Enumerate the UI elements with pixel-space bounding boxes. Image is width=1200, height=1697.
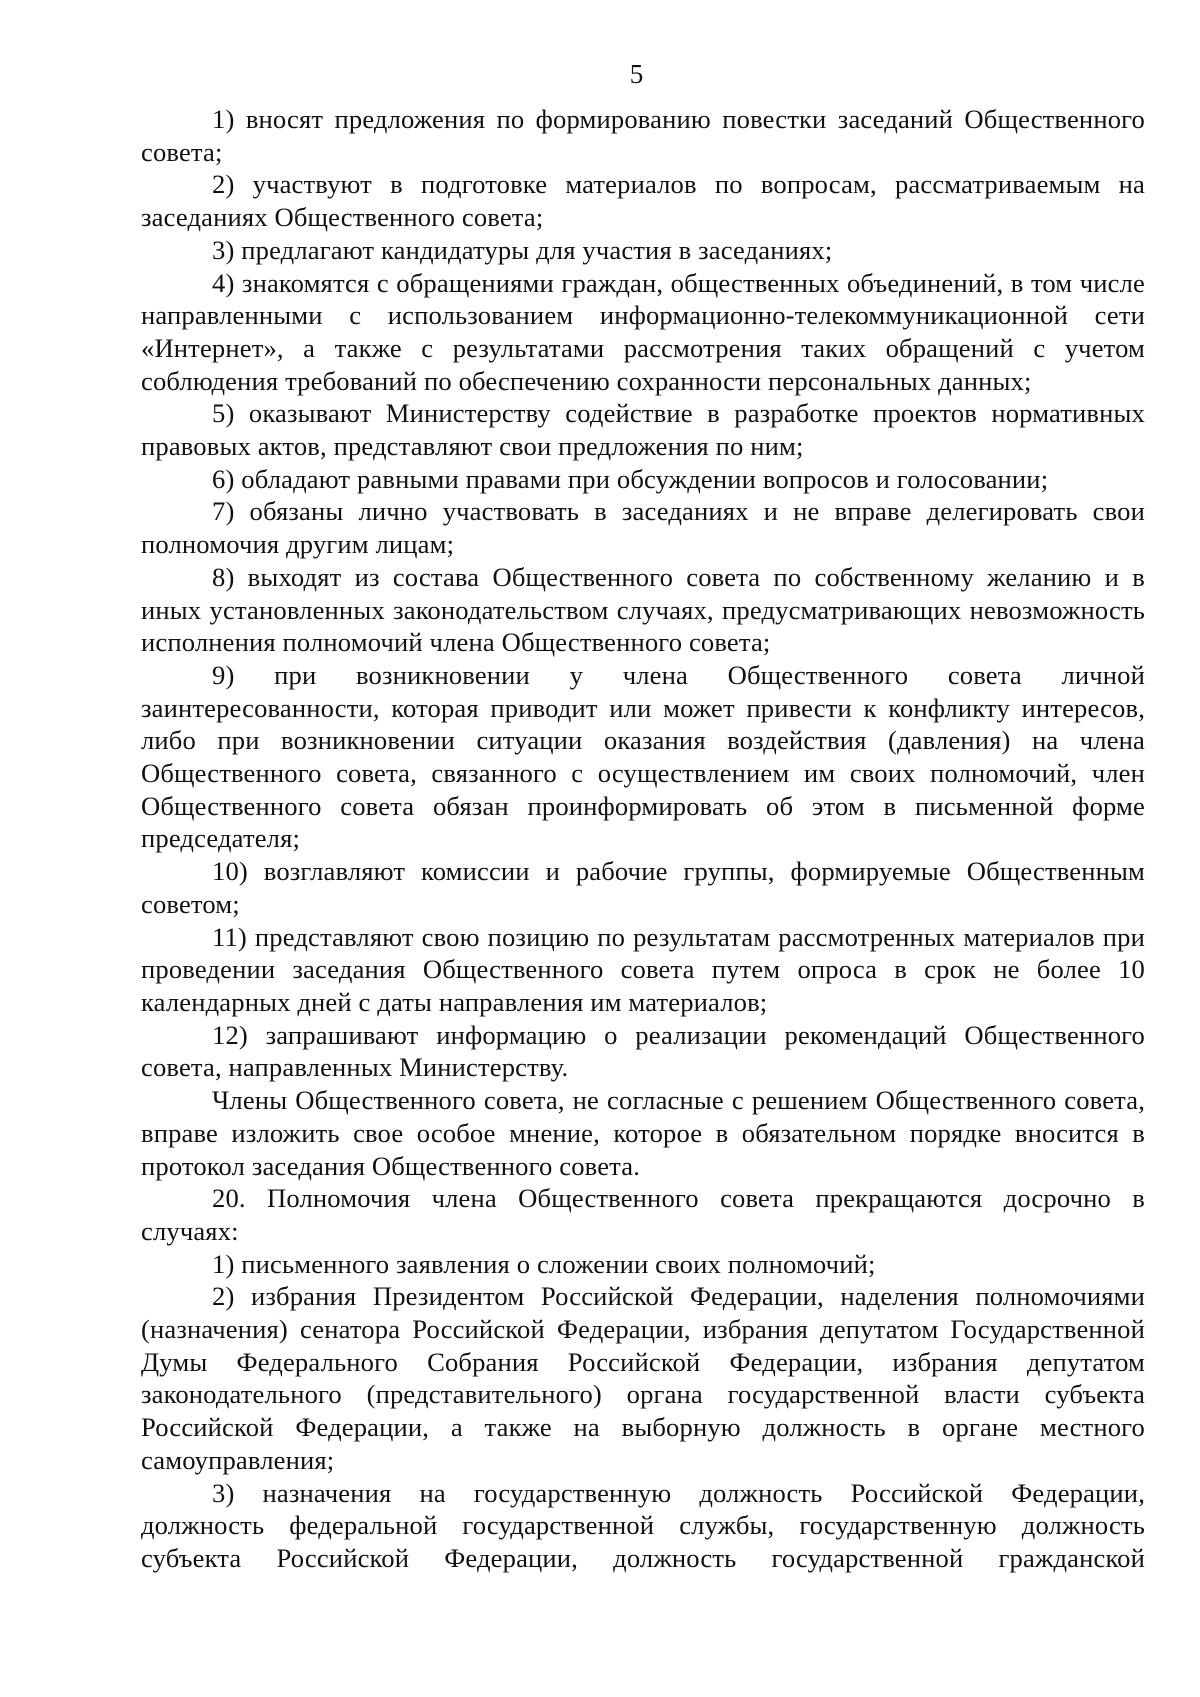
paragraph-item-1: 1) вносят предложения по формированию повестки заседаний Общественного совета;	[141, 104, 1145, 167]
paragraph-item-8: 8) выходят из состава Общественного совета по собственному желанию и в иных установленных законодательством случаях, предусматривающих невозможность исполнения полномочий члена Общественного совета;	[141, 561, 1145, 658]
paragraph-item-7: 7) обязаны лично участвовать в заседаниях и не вправе делегировать свои полномочия другим лицам;	[141, 496, 1145, 560]
paragraph-termination-1: 1) письменного заявления о сложении своих полномочий;	[212, 1248, 876, 1279]
paragraph-item-2: 2) участвуют в подготовке материалов по вопросам, рассматриваемым на заседаниях Общественного совета;	[141, 169, 1145, 233]
paragraph-section-20: 20. Полномочия члена Общественного совета прекращаются досрочно в случаях:	[141, 1183, 1145, 1246]
paragraph-item-10: 10) возглавляют комиссии и рабочие группы, формируемые Общественным советом;	[141, 856, 1145, 919]
document-body	[141, 103, 1145, 1575]
paragraph-item-5: 5) оказывают Министерству содействие в разработке проектов нормативных правовых актов, представляют свои предложения по ним;	[141, 398, 1145, 462]
paragraph-termination-3: 3) назначения на государственную должность Российской Федерации, должность федеральной государственной службы, государственную должность субъекта Российской Федерации, должность государственной гражданской	[141, 1477, 1145, 1573]
paragraph-dissent: Члены Общественного совета, не согласные с решением Общественного совета, вправе изложить свое особое мнение, которое в обязательном порядке вносится в протокол заседания Общественного совета.	[141, 1085, 1145, 1181]
paragraph-item-12: 12) запрашивают информацию о реализации рекомендаций Общественного совета, направленных Министерству.	[141, 1019, 1145, 1083]
paragraph-item-4: 4) знакомятся с обращениями граждан, общественных объединений, в том числе направленными с использованием информационно-телекоммуникационной сети «Интернет», а также с результатами рассмотрения таких обращений с учетом соблюдения требований по обеспечению сохранности персональных данных;	[141, 267, 1145, 396]
paragraph-item-11: 11) представляют свою позицию по результатам рассмотренных материалов при проведении заседания Общественного совета путем опроса в срок не более 10 календарных дней с даты направления им материалов;	[141, 921, 1145, 1017]
paragraph-item-3: 3) предлагают кандидатуры для участия в заседаниях;	[212, 234, 833, 265]
paragraph-item-6: 6) обладают равными правами при обсуждении вопросов и голосовании;	[212, 463, 1049, 494]
page-number: 5	[629, 59, 644, 89]
paragraph-termination-2: 2) избрания Президентом Российской Федерации, наделения полномочиями (назначения) сенатора Российской Федерации, избрания депутатом Государственной Думы Федерального Собрания Российской Федерации, избрания депутатом законодательного (представительного) органа государственной власти субъекта Российской Федерации, а также на выборную должность в органе местного самоуправления;	[141, 1281, 1145, 1475]
paragraph-item-9: 9) при возникновении у члена Общественного совета личной заинтересованности, которая приводит или может привести к конфликту интересов, либо при возникновении ситуации оказания воздействия (давления) на члена Общественного совета, связанного с осуществлением им своих полномочий, член Общественного совета обязан проинформировать об этом в письменной форме председателя;	[141, 659, 1145, 854]
